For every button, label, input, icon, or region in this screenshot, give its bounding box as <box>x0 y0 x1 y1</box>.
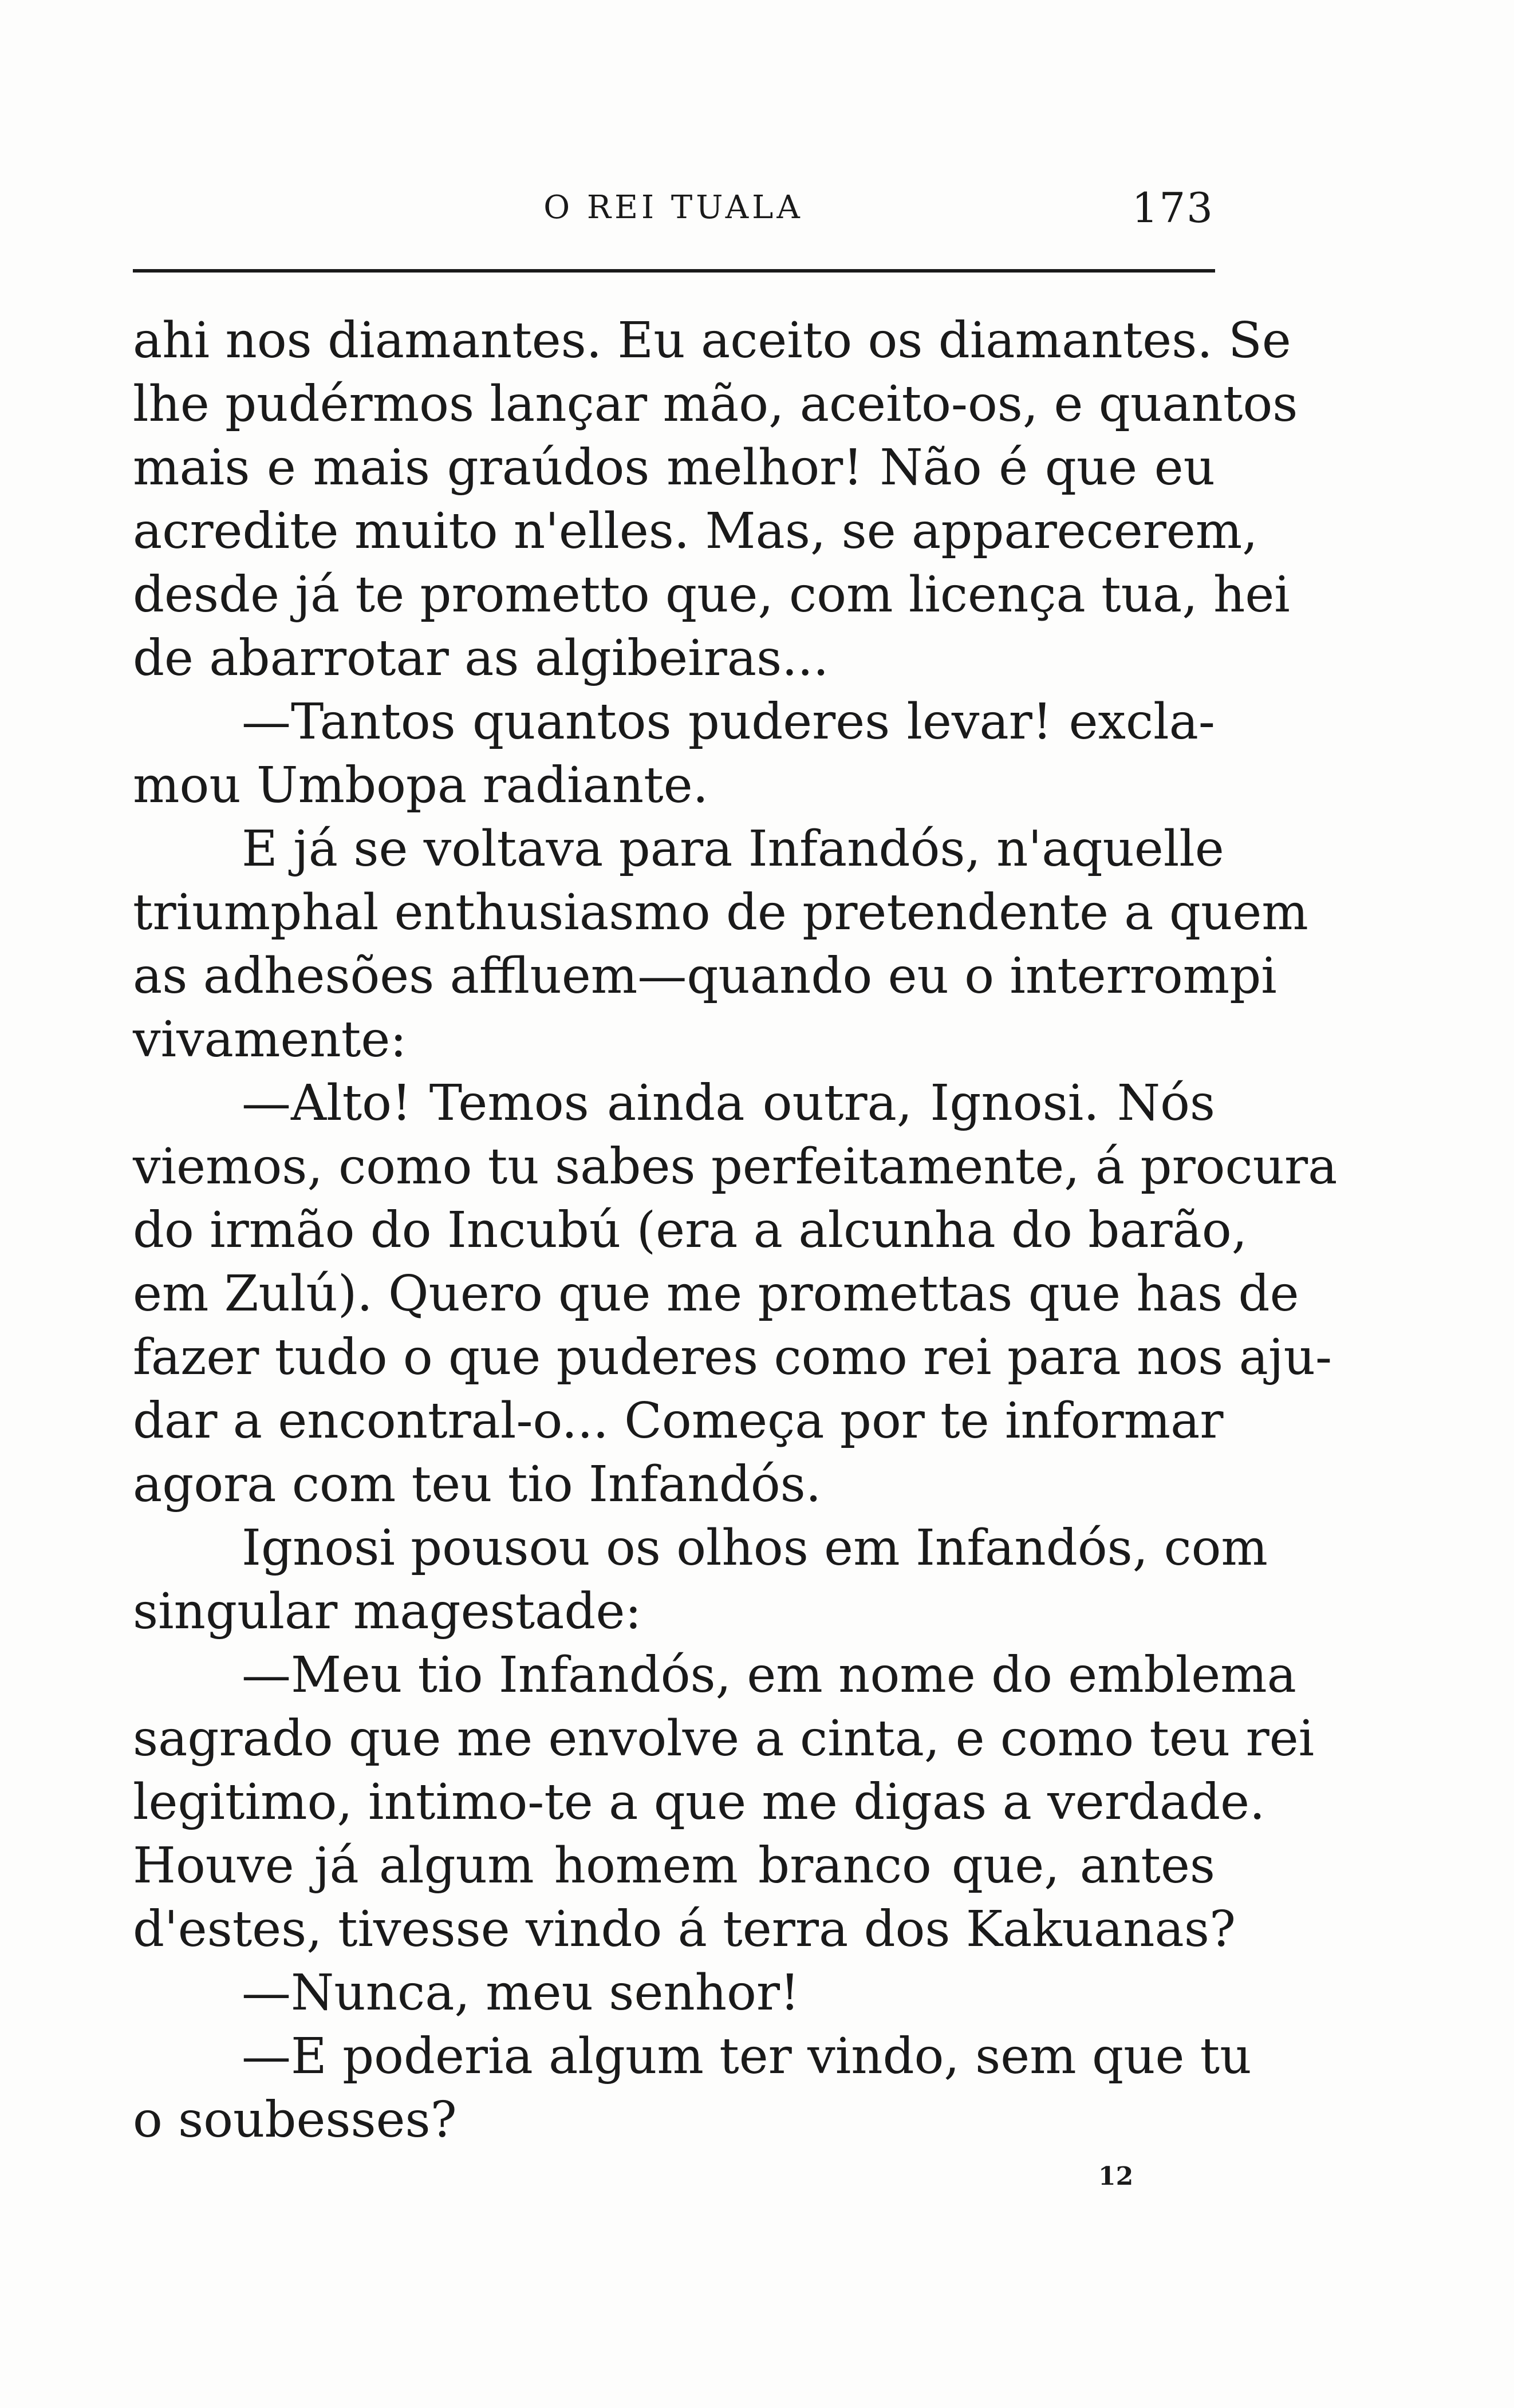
text-line: mou Umbopa radiante. <box>133 757 708 814</box>
text-line: lhe pudérmos lançar mão, aceito-os, e quantos <box>133 376 1298 433</box>
text-line: do irmão do Incubú (era a alcunha do barão, <box>133 1202 1248 1259</box>
text-line: singular magestade: <box>133 1583 642 1640</box>
text-line: ahi nos diamantes. Eu aceito os diamantes. Se <box>133 312 1291 369</box>
text-line: o soubesses? <box>133 2091 457 2149</box>
text-line: —Meu tio Infandós, em nome do emblema <box>242 1647 1296 1704</box>
text-line: mais e mais graúdos melhor! Não é que eu <box>133 439 1215 496</box>
running-head <box>133 182 1214 234</box>
text-line: Ignosi pousou os olhos em Infandós, com <box>242 1519 1268 1577</box>
text-line: —Tantos quantos puderes levar! excla- <box>242 693 1215 751</box>
text-line: acredite muito n'elles. Mas, se apparecerem, <box>133 503 1258 560</box>
text-line: —Alto! Temos ainda outra, Ignosi. Nós <box>242 1075 1215 1132</box>
text-line: viemos, como tu sabes perfeitamente, á procura <box>133 1138 1338 1195</box>
text-line: em Zulú). Quero que me promettas que has de <box>133 1265 1299 1323</box>
text-line: agora com teu tio Infandós. <box>133 1456 822 1513</box>
page-number: 173 <box>1131 184 1214 232</box>
text-line: sagrado que me envolve a cinta, e como teu rei <box>133 1710 1315 1767</box>
text-line: d'estes, tivesse vindo á terra dos Kakuanas? <box>133 1901 1236 1958</box>
text-line: fazer tudo o que puderes como rei para nos aju- <box>133 1329 1332 1386</box>
text-line: de abarrotar as algibeiras... <box>133 630 829 687</box>
signature-mark: 12 <box>1098 2162 1134 2191</box>
text-line: desde já te prometto que, com licença tua, hei <box>133 566 1290 623</box>
text-line: —Nunca, meu senhor! <box>242 1964 800 2022</box>
text-line: vivamente: <box>133 1011 407 1068</box>
body-text <box>133 309 1338 2152</box>
running-title: O REI TUALA <box>543 189 803 226</box>
text-line: triumphal enthusiasmo de pretendente a quem <box>133 884 1308 941</box>
text-line: legitimo, intimo-te a que me digas a verdade. <box>133 1774 1265 1831</box>
header-rule <box>133 269 1215 273</box>
text-line: —E poderia algum ter vindo, sem que tu <box>242 2028 1252 2085</box>
text-line: E já se voltava para Infandós, n'aquelle <box>242 820 1224 878</box>
text-line: as adhesões affluem—quando eu o interrompi <box>133 948 1277 1005</box>
text-line: dar a encontral-o... Começa por te informar <box>133 1392 1224 1450</box>
text-line: Houve já algum homem branco que, antes <box>133 1837 1215 1894</box>
